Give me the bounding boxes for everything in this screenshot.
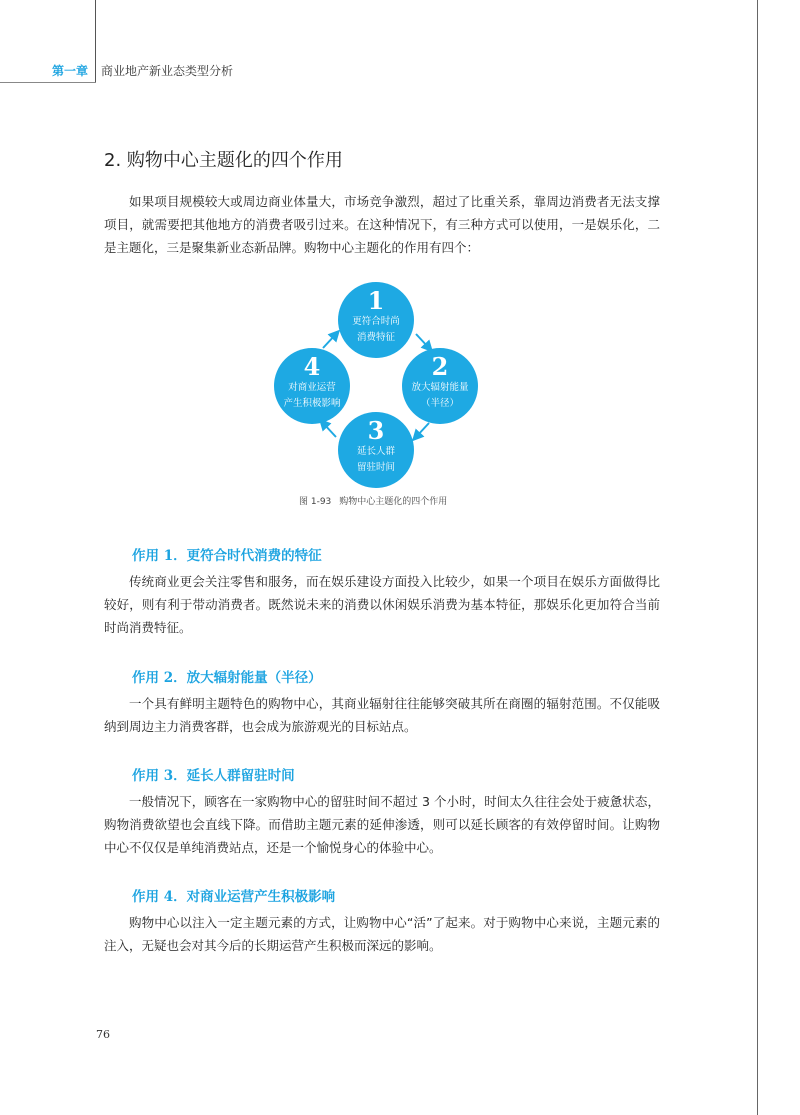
role-2-paragraph (104, 692, 660, 738)
role-4-paragraph (104, 911, 660, 957)
role-circle-1-number: 1 (367, 286, 385, 315)
role-circle-4-number: 4 (303, 352, 321, 381)
role-circle-4-line2: 产生积极影响 (283, 398, 341, 409)
role-circle-2 (402, 348, 478, 424)
header-divider-vertical (95, 0, 96, 82)
figure-caption-text: 购物中心主题化的四个作用 (339, 497, 448, 507)
role-1-heading: 作用 1．更符合时代消费的特征 (132, 548, 322, 564)
role-circle-3-number: 3 (367, 416, 385, 445)
figure-caption-number: 图 1-93 (299, 497, 332, 507)
section-title: 2. 购物中心主题化的四个作用 (104, 150, 343, 171)
chapter-label: 第一章 (52, 64, 89, 78)
role-circle-3-line1: 延长人群 (356, 446, 395, 457)
role-circle-3-line2: 留驻时间 (356, 462, 395, 473)
role-2-heading: 作用 2．放大辐射能量（半径） (132, 670, 322, 686)
role-2-text: 一个具有鲜明主题特色的购物中心，其商业辐射往往能够突破其所在商圈的辐射范围。不仅能吸纳到周边主力消费客群，也会成为旅游观光的目标站点。 (104, 696, 660, 734)
role-3-paragraph (104, 790, 660, 859)
role-1-paragraph (104, 570, 660, 639)
role-3-text: 一般情况下，顾客在一家购物中心的留驻时间不超过 3 个小时，时间太久往往会处于疲惫状态，购物消费欲望也会直线下降。而借助主题元素的延伸渗透，则可以延长顾客的有效停留时间。让购物中心不仅仅是单纯消费站点，还是一个愉悦身心的体验中心。 (104, 794, 660, 855)
role-circle-1 (338, 282, 414, 358)
role-circle-3 (338, 412, 414, 488)
role-circle-2-line2: （半径） (420, 398, 459, 409)
intro-paragraph (104, 190, 660, 259)
role-circle-4-line1: 对商业运营 (288, 382, 336, 393)
four-roles-diagram (256, 278, 496, 492)
arrow-1-to-2 (416, 334, 429, 348)
role-1-text: 传统商业更会关注零售和服务，而在娱乐建设方面投入比较少，如果一个项目在娱乐方面做得比较好，则有利于带动消费者。既然说未来的消费以休闲娱乐消费为基本特征，那娱乐化更加符合当前时尚消费特征。 (104, 574, 660, 635)
arrow-3-to-4 (323, 423, 336, 437)
figure-caption (299, 494, 447, 507)
role-circle-2-number: 2 (431, 352, 449, 381)
role-4-heading: 作用 4．对商业运营产生积极影响 (132, 889, 336, 905)
role-circle-1-line2: 消费特征 (356, 332, 395, 343)
role-4-text: 购物中心以注入一定主题元素的方式，让购物中心“活”了起来。对于购物中心来说，主题元素的注入，无疑也会对其今后的长期运营产生积极而深远的影响。 (104, 915, 660, 953)
role-circle-4 (274, 348, 350, 424)
role-circle-1-line1: 更符合时尚 (352, 316, 400, 327)
header-divider-horizontal (0, 82, 96, 83)
page-edge-line (757, 0, 758, 1115)
page-number: 76 (96, 1028, 110, 1041)
arrow-2-to-3 (416, 423, 429, 437)
arrow-4-to-1 (323, 334, 336, 348)
chapter-title: 商业地产新业态类型分析 (101, 64, 234, 78)
role-circle-2-line1: 放大辐射能量 (411, 382, 469, 393)
role-3-heading: 作用 3．延长人群留驻时间 (132, 768, 295, 784)
intro-text: 如果项目规模较大或周边商业体量大，市场竞争激烈，超过了比重关系，靠周边消费者无法支撑项目，就需要把其他地方的消费者吸引过来。在这种情况下，有三种方式可以使用，一是娱乐化，二是主题化，三是聚集新业态新品牌。购物中心主题化的作用有四个： (104, 194, 660, 255)
